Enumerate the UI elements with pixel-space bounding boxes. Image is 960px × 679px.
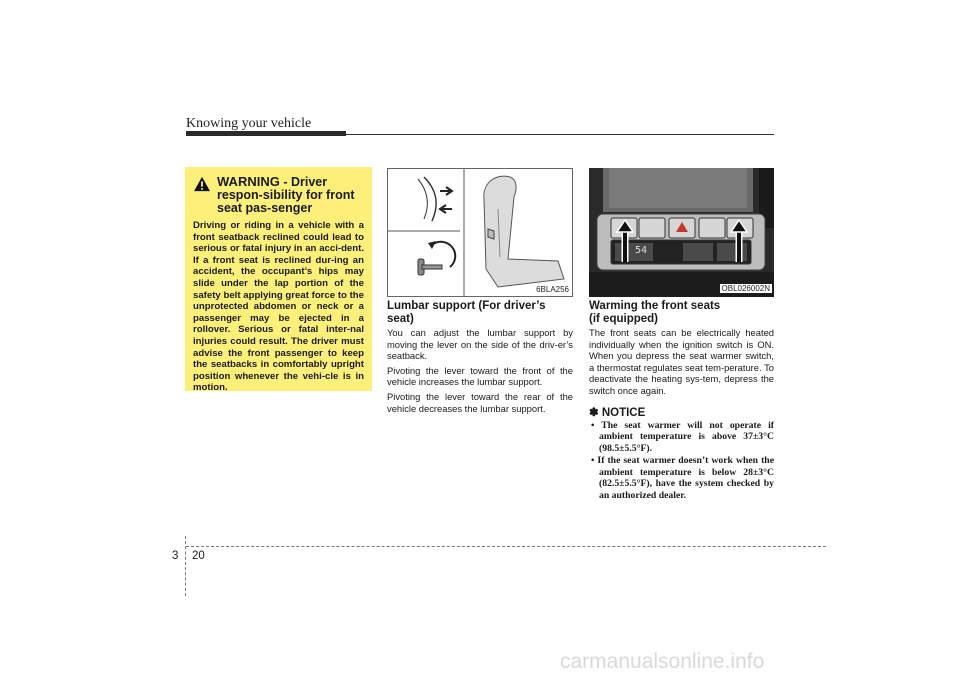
footer-rule [186,546,826,547]
seat-illustration [388,169,572,296]
warning-header [193,175,364,215]
seat-warmer-figure [589,168,774,297]
warming-heading [589,300,774,325]
lumbar-paragraph-3: Pivoting the lever toward the rear of the vehicle decreases the lumbar support. [387,390,573,414]
notice-item: • If the seat warmer doesn’t work when the ambient temperature is below 28±3°C (82.5±5.5°F), have the system checked by an authorized dealer. [591,455,774,501]
lumbar-paragraph-1: You can adjust the lumbar support by moving the lever on the side of the driv-er’s seatback. [387,327,573,362]
warming-section [589,300,774,501]
section-title: Knowing your vehicle [186,116,312,131]
warming-heading-line2: (if equipped) [589,312,658,325]
page-number: 20 [192,550,205,562]
lumbar-paragraph-2: Pivoting the lever toward the front of the vehicle increases the lumbar support. [387,364,573,388]
lumbar-heading: Lumbar support (For driver’s seat) [387,300,546,325]
warning-title-text: - Driver respon-sibility for front seat pas-senger [217,175,355,215]
warning-triangle-icon [193,176,211,192]
warning-label: WARNING [217,174,280,189]
lumbar-section [387,300,573,417]
notice-item: • The seat warmer will not operate if ambient temperature is above 37±3°C (98.5±5.5°F). [591,419,774,454]
warning-box [185,167,372,394]
dashboard-switches-illustration [589,168,774,297]
header-bar [186,131,346,136]
page-section-number: 3 [172,550,179,562]
temperature-display: 54 [635,245,648,256]
lumbar-figure-code: 6BLA256 [536,285,569,294]
lumbar-figure [387,168,573,297]
warming-heading-line1: Warming the front seats [589,300,721,312]
footer-vertical-rule [185,536,186,596]
warming-paragraph: The front seats can be electrically heated individually when the ignition switch is ON. When you depress the seat warmer switch, a thermostat regulates seat tem-perature. To deactivate the heating sys-tem, depress the switch once again. [589,327,774,396]
seat-warmer-figure-code: OBL026002N [721,284,770,293]
notice-title: ✽ NOTICE [589,406,646,419]
warning-title [217,175,364,215]
watermark: carmanualsonline.info [560,650,765,673]
warning-body: Driving or riding in a vehicle with a front seatback reclined could lead to serious or fatal injury in an acci-dent. If a front seat is reclined dur-ing an accident, the occupant’s hips may slide under the lap portion of the safety belt applying great force to the unprotected abdomen or neck or a passenger may be ejected in a rollover. Serious or fatal inter-nal injuries could result. The driver must advise the front passenger to keep the seatbacks in comfortably upright position whenever the vehi-cle is in motion. [193,220,364,394]
